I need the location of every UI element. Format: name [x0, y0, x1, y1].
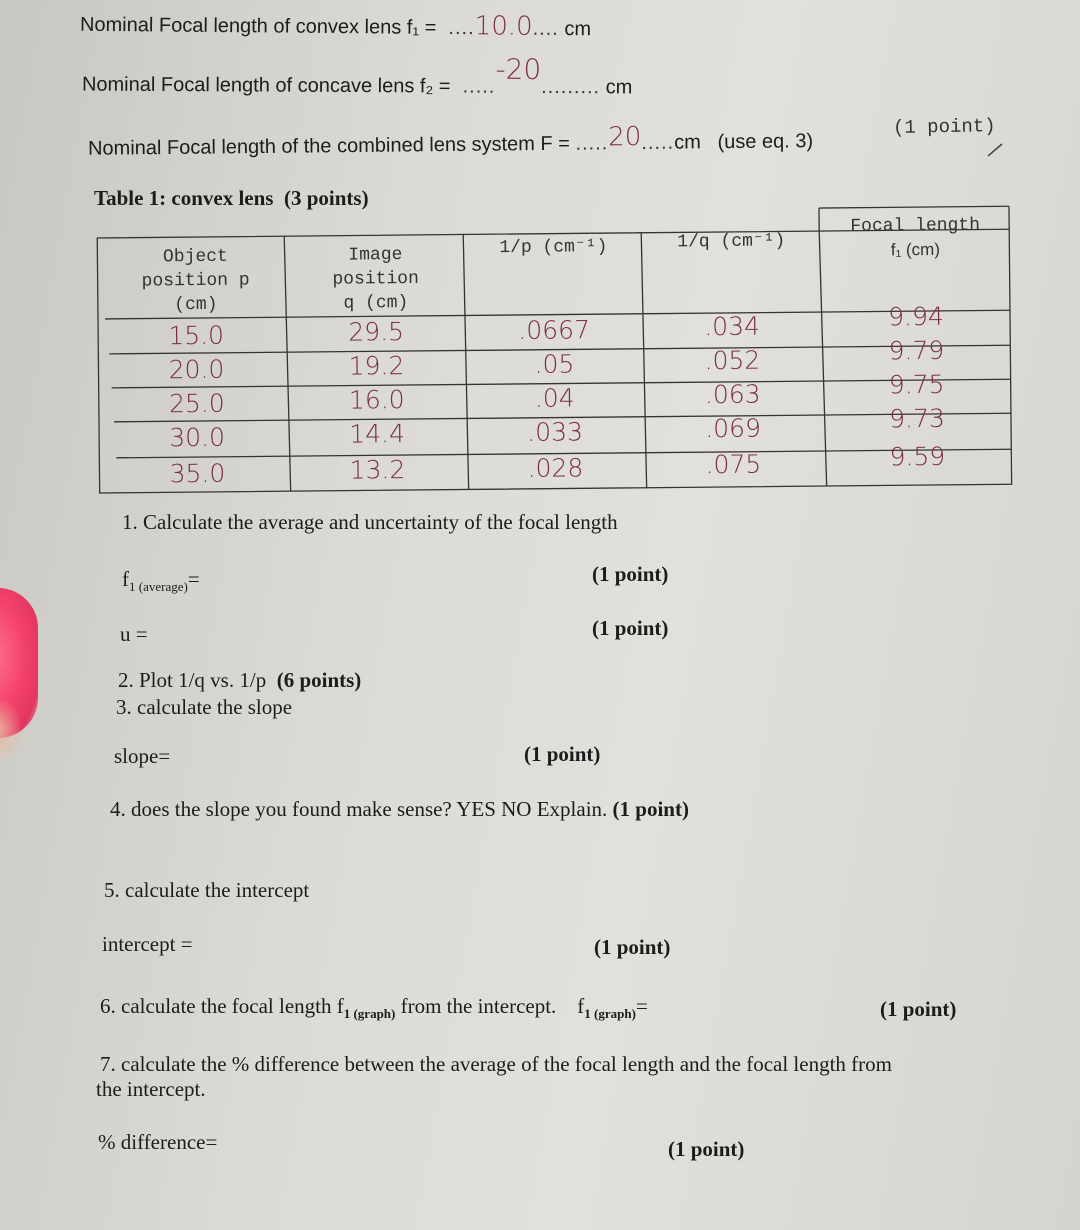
- table-cell: 25.0: [168, 388, 225, 419]
- header-focal-length: Focal length f₁ (cm): [850, 215, 981, 260]
- question-1: 1. Calculate the average and uncertainty of the focal length: [122, 510, 618, 534]
- pct-difference-label: % difference=: [98, 1130, 218, 1154]
- table-cell: 9.94: [888, 301, 944, 332]
- question-2: [118, 668, 361, 693]
- question-6-text: 6. calculate the focal length f: [100, 994, 344, 1018]
- table-cell: 29.5: [348, 317, 405, 347]
- table-cell: .0667: [518, 315, 591, 345]
- table-cell: 9.79: [888, 335, 945, 366]
- header-image-position: Image position q (cm): [332, 245, 419, 314]
- intercept-points: (1 point): [594, 935, 671, 959]
- pct-difference-points: (1 point): [668, 1137, 745, 1161]
- f1-average-line: [122, 567, 200, 595]
- question-3: 3. calculate the slope: [116, 695, 293, 719]
- f1-unit: cm: [564, 17, 592, 41]
- table-cell: .028: [527, 453, 584, 483]
- f1-average-points: (1 point): [592, 562, 669, 586]
- table-cell: .04: [534, 383, 575, 413]
- table-cell: 9.73: [889, 403, 945, 434]
- table-cell: .075: [705, 449, 762, 480]
- f1-average-eq: =: [187, 567, 200, 591]
- question-7: 7. calculate the % difference between the average of the focal length and the focal length from: [100, 1052, 892, 1076]
- table-cell: 35.0: [169, 458, 226, 489]
- table-title-line: [94, 186, 369, 211]
- f1-line: Nominal Focal length of convex lens f₁ = ....10.0.... cm: [79, 11, 592, 42]
- question-6: 6. calculate the focal length $f_{1 (graph)}$ from the intercept. $f_{1 (graph)}=$: [100, 994, 648, 1022]
- table-cell: .05: [534, 349, 575, 379]
- table-cell: .063: [704, 379, 761, 410]
- table-cell: .069: [705, 413, 762, 444]
- question-5: 5. calculate the intercept: [104, 878, 310, 902]
- table-cell: .052: [704, 345, 761, 376]
- u-points: (1 point): [592, 616, 669, 640]
- table-cell: 15.0: [168, 320, 225, 351]
- F-point-note: (1 point): [892, 115, 996, 139]
- table-cell: 20.0: [168, 354, 225, 385]
- eq-note: (use eq. 3): [717, 130, 814, 154]
- question-2-points: (6 points): [276, 668, 362, 692]
- table-cell: 13.2: [349, 455, 406, 485]
- f1-graph-label: f: [577, 994, 585, 1018]
- table-points: (3 points): [283, 186, 369, 210]
- f1-label: Nominal Focal length of convex lens f₁ =: [79, 13, 437, 39]
- finger-skin: [0, 700, 20, 760]
- checkmark-icon: [986, 140, 1006, 160]
- question-4-text: 4. does the slope you found make sense? YES NO Explain.: [110, 797, 608, 821]
- table-cell: 19.2: [348, 351, 405, 381]
- f2-label: Nominal Focal length of concave lens f₂ =: [81, 73, 451, 98]
- table-cell: .034: [704, 311, 761, 342]
- question-4: [110, 797, 689, 822]
- f2-value: -20: [495, 52, 542, 86]
- f1-value: 10.0: [474, 11, 533, 42]
- F-unit: cm: [674, 131, 701, 154]
- table-cell: .033: [527, 417, 584, 447]
- f1-average-label: f: [122, 567, 129, 591]
- question-2-text: 2. Plot 1/q vs. 1/p: [118, 668, 267, 692]
- table-cell: 30.0: [169, 422, 226, 453]
- question-4-points: (1 point): [612, 797, 689, 821]
- u-label: u =: [120, 622, 148, 646]
- table-cell: 9.59: [889, 441, 946, 472]
- f2-line: Nominal Focal length of concave lens f₂ = .....-20......... cm: [81, 52, 633, 99]
- data-table: [96, 205, 1013, 494]
- slope-label: slope=: [114, 744, 171, 768]
- F-label: Nominal Focal length of the combined lens system F =: [87, 132, 571, 160]
- table-title: Table 1: convex lens: [94, 186, 274, 210]
- table-cell: 16.0: [348, 385, 405, 415]
- table-cell: 9.75: [888, 369, 945, 400]
- header-inverse-p: 1/p (cm⁻¹): [499, 237, 608, 259]
- table-cell: 14.4: [349, 419, 406, 449]
- question-7-b: the intercept.: [96, 1077, 206, 1101]
- intercept-label: intercept =: [102, 932, 193, 956]
- header-object-position: Object position p (cm): [141, 246, 250, 316]
- question-6-points: (1 point): [880, 997, 957, 1021]
- f1-average-sub: 1 (average): [129, 579, 188, 595]
- header-inverse-q: 1/q (cm⁻¹): [677, 231, 786, 253]
- F-line: Nominal Focal length of the combined lens system F = .....20.....cm (use eq. 3): [87, 122, 814, 160]
- f2-unit: cm: [605, 76, 633, 99]
- F-value: 20: [608, 122, 642, 153]
- question-6-text-b: from the intercept.: [400, 994, 557, 1018]
- slope-points: (1 point): [524, 742, 601, 766]
